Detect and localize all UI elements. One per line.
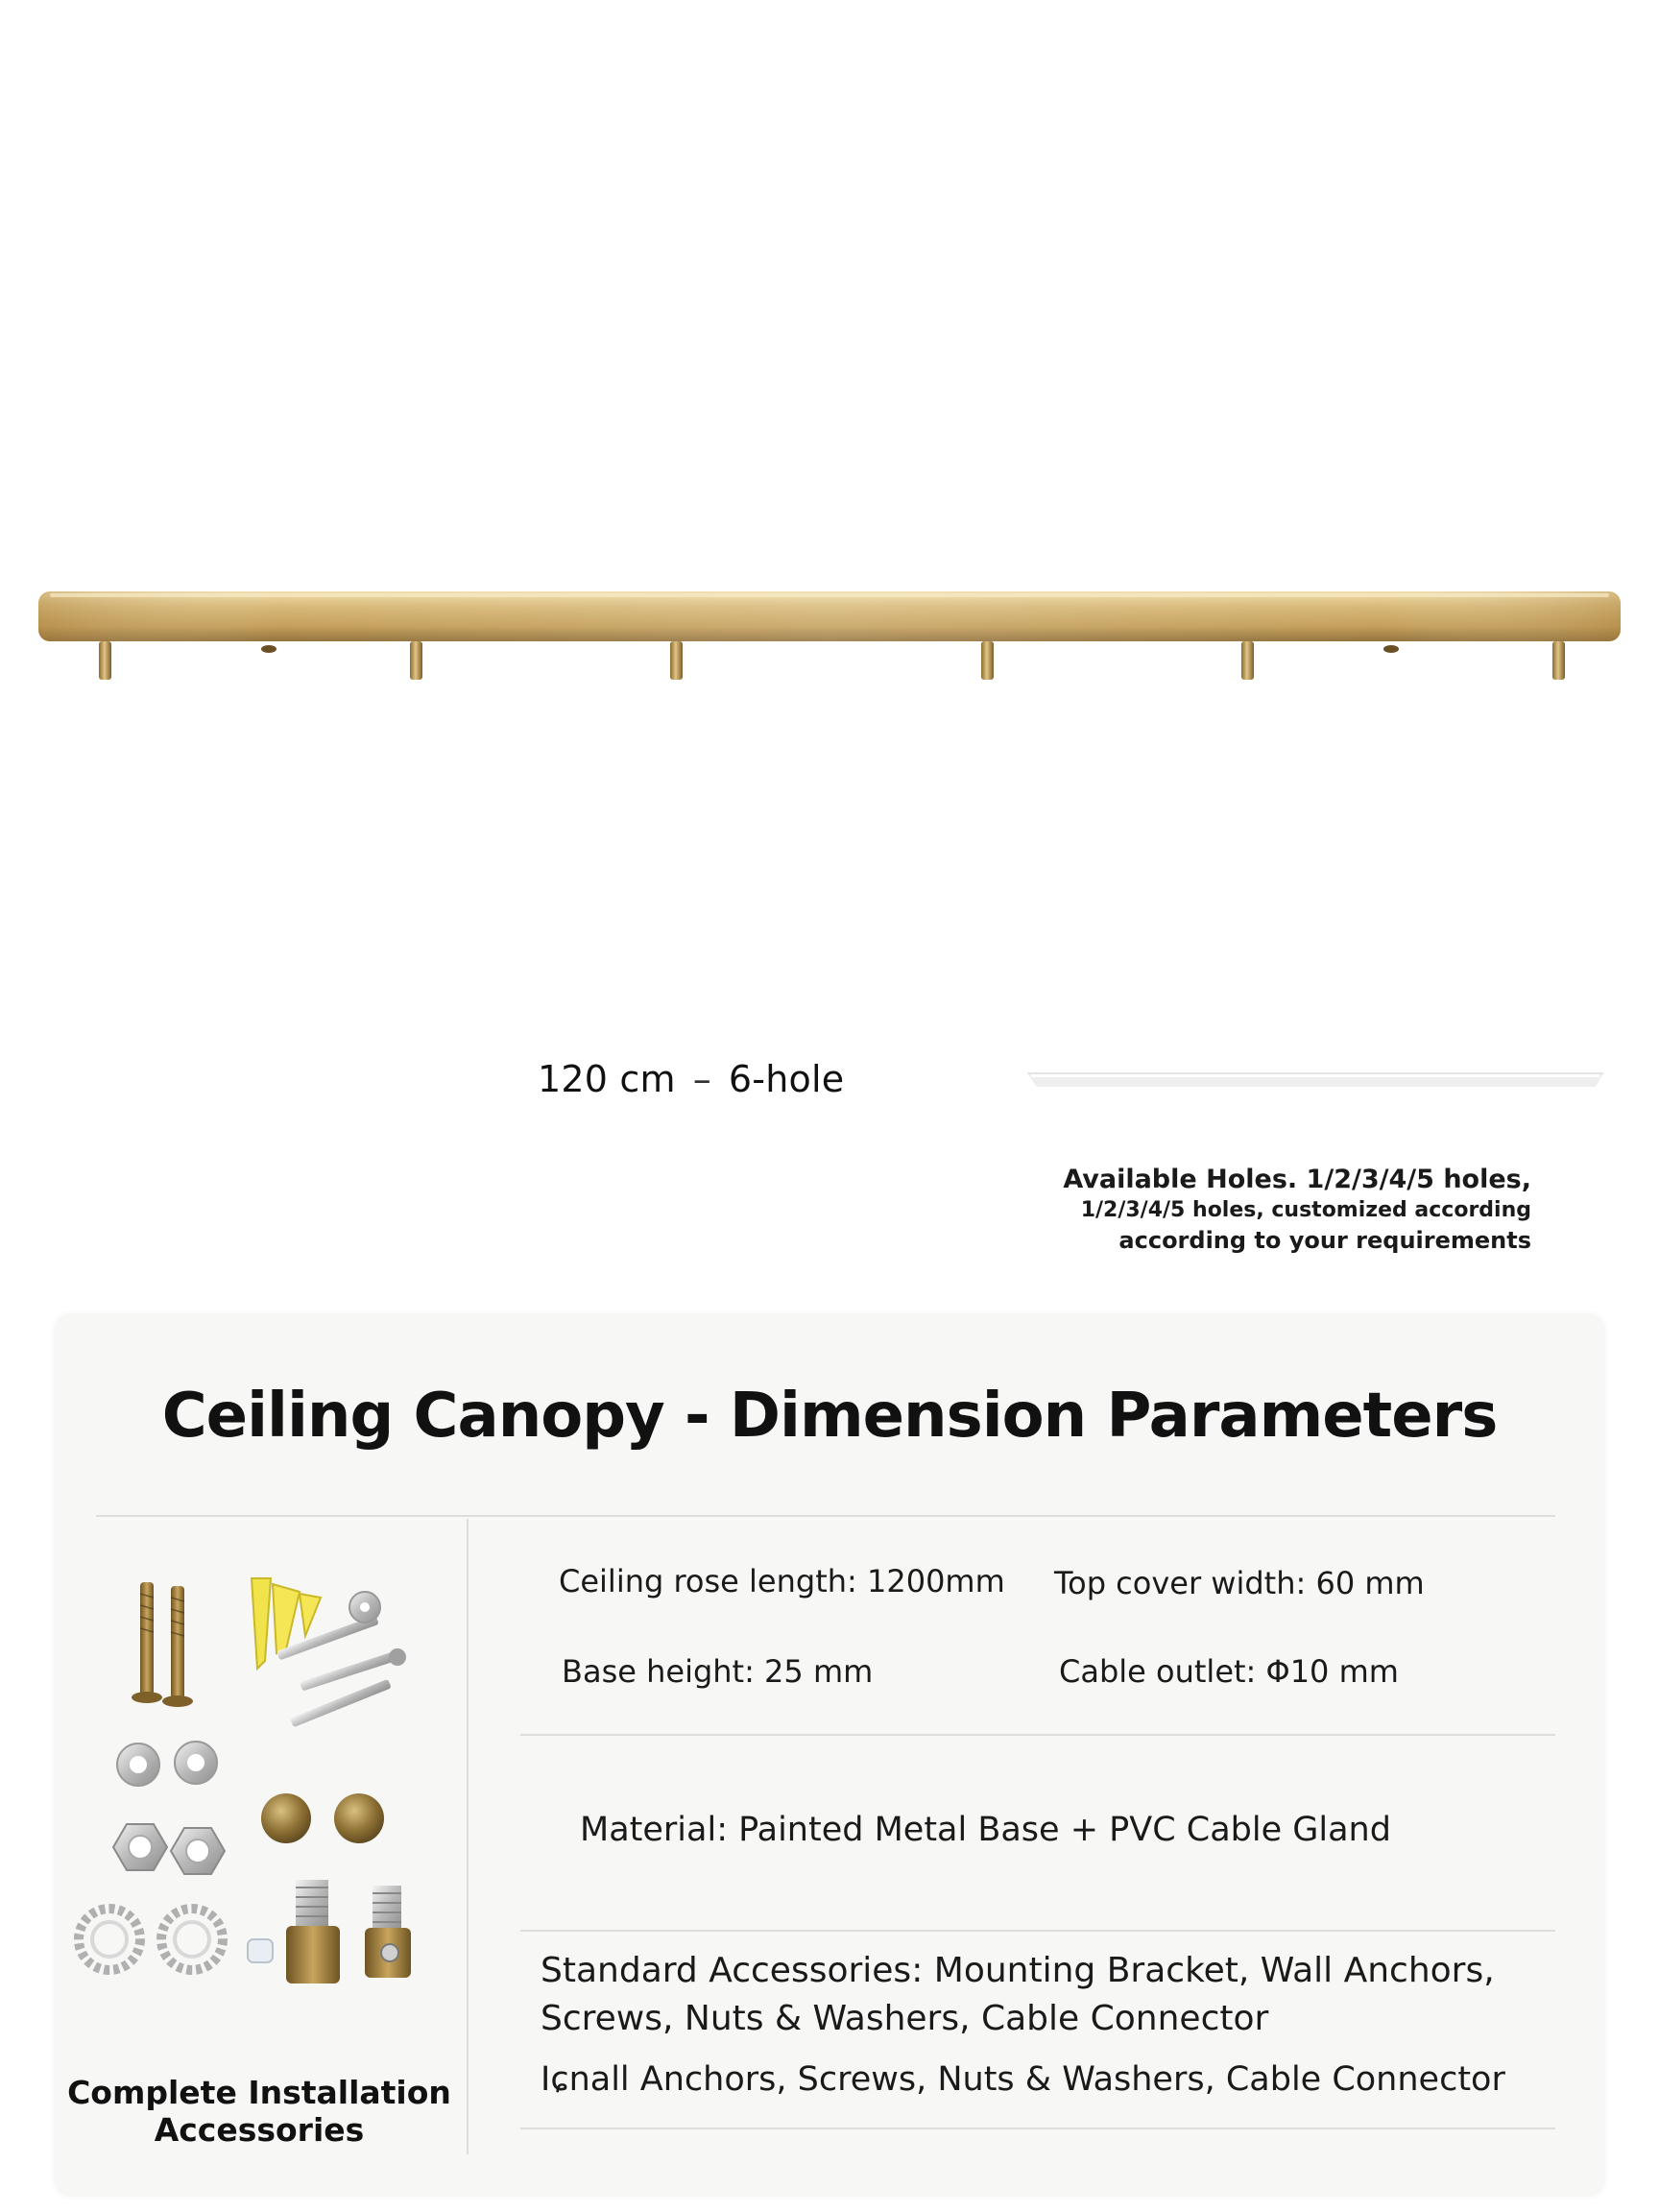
caption-length: 120 cm xyxy=(538,1058,676,1100)
brass-screw-icon xyxy=(132,1582,193,1707)
spec-top-cover-width: Top cover width: 60 mm xyxy=(1054,1565,1425,1601)
ceiling-canopy-image xyxy=(29,576,1630,701)
washer-icon xyxy=(117,1742,217,1786)
holes-note-line-2: 1/2/3/4/5 holes, customized according xyxy=(1080,1198,1531,1222)
divider-row-1 xyxy=(520,1734,1555,1736)
dome-cap-icon xyxy=(261,1793,384,1843)
spec-cable-outlet: Cable outlet: Φ10 mm xyxy=(1059,1653,1399,1690)
wall-anchor-icon xyxy=(252,1578,406,1727)
divider-row-2 xyxy=(520,1930,1555,1932)
accessories-label: Complete Installation Accessories xyxy=(67,2074,451,2149)
available-holes-note xyxy=(998,1164,1531,1256)
product-caption xyxy=(538,1058,844,1100)
holes-note-line-1: Available Holes. 1/2/3/4/5 holes, xyxy=(1063,1165,1531,1194)
spec-material: Material: Painted Metal Base + PVC Cable Gland xyxy=(580,1811,1391,1849)
accessories-image xyxy=(60,1575,453,2016)
spec-base-height: Base height: 25 mm xyxy=(562,1653,874,1690)
divider-vertical xyxy=(467,1519,469,2154)
caption-separator: – xyxy=(692,1058,711,1100)
specs-title: Ceiling Canopy - Dimension Parameters xyxy=(161,1381,1498,1452)
divider-row-3 xyxy=(520,2128,1555,2129)
white-canopy-variant-image xyxy=(1027,1052,1603,1091)
spec-standard-accessories: Standard Accessories: Mounting Bracket, Wall Anchors, Screws, Nuts & Washers, Cable Connector xyxy=(541,1951,1495,2038)
holes-note-line-3: according to your requirements xyxy=(1118,1227,1531,1254)
screw-holes xyxy=(261,645,1399,653)
hex-nut-icon xyxy=(113,1824,225,1874)
divider-top xyxy=(96,1515,1555,1517)
spec-accessories-repeat: Iɕnall Anchors, Screws, Nuts & Washers, Cable Connector xyxy=(541,2060,1505,2099)
mounting-studs xyxy=(99,641,1565,680)
spec-ceiling-rose-length: Ceiling rose length: 1200mm xyxy=(559,1563,1005,1599)
caption-holes: 6-hole xyxy=(728,1058,845,1100)
lock-washer-icon xyxy=(79,1909,223,1970)
cable-gland-icon xyxy=(248,1880,411,1984)
